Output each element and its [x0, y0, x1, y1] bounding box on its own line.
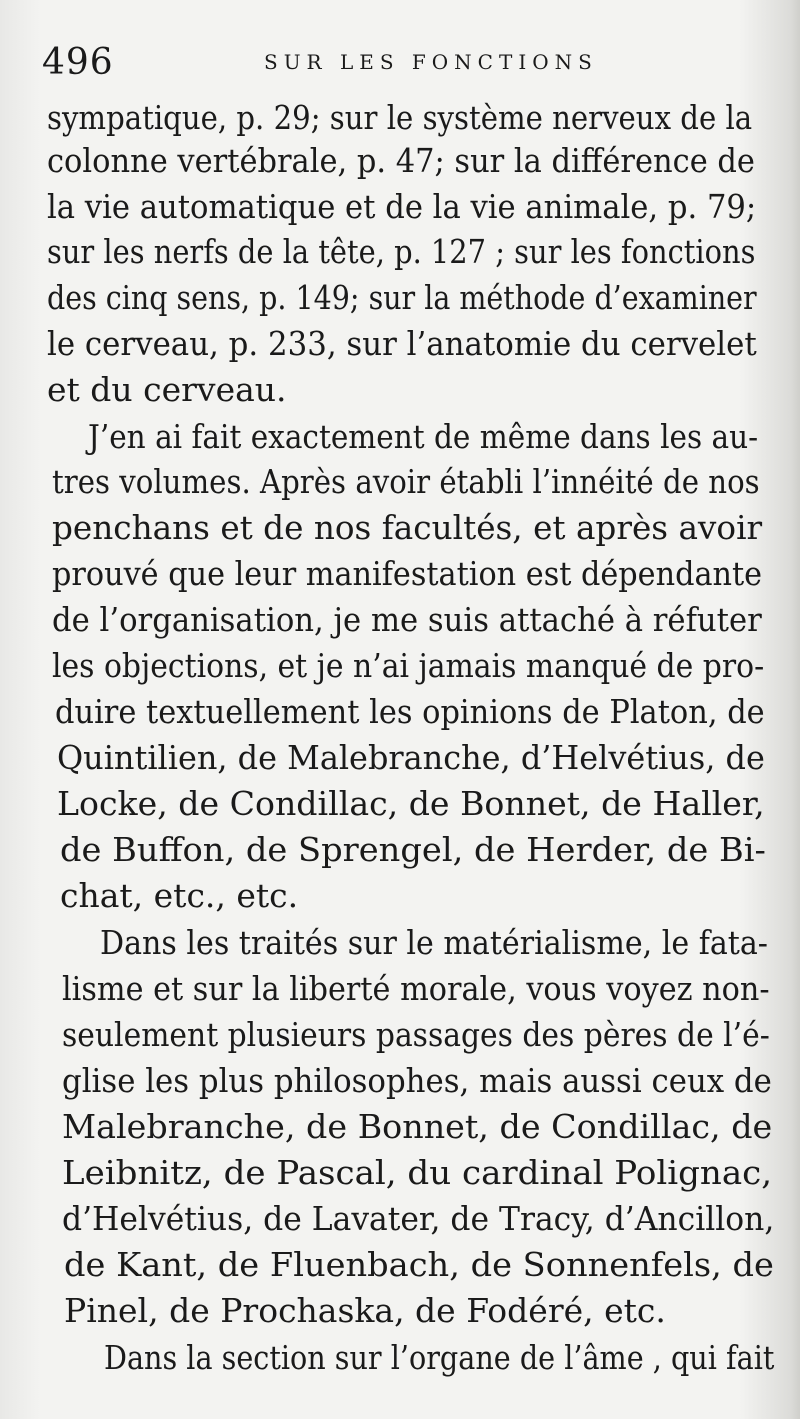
- text-line: colonne vertébrale, p. 47; sur la différence de: [47, 141, 755, 180]
- text-line: Dans les traités sur le matérialisme, le fata-: [100, 923, 768, 962]
- text-line: sur les nerfs de la tête, p. 127 ; sur les fonctions: [47, 232, 756, 271]
- text-line: la vie automatique et de la vie animale, p. 79;: [47, 187, 757, 226]
- text-line: glise les plus philosophes, mais aussi ceux de: [62, 1061, 772, 1100]
- page-header: [42, 40, 770, 90]
- text-line: lisme et sur la liberté morale, vous voyez non-: [62, 969, 770, 1008]
- text-line: de l’organisation, je me suis attaché à réfuter: [52, 600, 762, 639]
- text-line: duire textuellement les opinions de Platon, de: [55, 692, 765, 731]
- page-number: 496: [42, 42, 114, 83]
- text-line: les objections, et je n’ai jamais manqué de pro-: [52, 646, 765, 685]
- text-line: tres volumes. Après avoir établi l’innéité de nos: [52, 462, 760, 501]
- text-line: Dans la section sur l’organe de l’âme , qui fait: [104, 1338, 775, 1377]
- text-line: sympatique, p. 29; sur le système nerveux de la: [47, 98, 753, 137]
- text-line: J’en ai fait exactement de même dans les au-: [88, 417, 759, 456]
- text-line: Malebranche, de Bonnet, de Condillac, de: [62, 1107, 773, 1146]
- text-line: de Buffon, de Sprengel, de Herder, de Bi-: [60, 830, 766, 869]
- text-line: Locke, de Condillac, de Bonnet, de Haller,: [57, 784, 765, 823]
- text-line: Pinel, de Prochaska, de Fodéré, etc.: [64, 1291, 666, 1330]
- text-line: Quintilien, de Malebranche, d’Helvétius, de: [57, 738, 765, 777]
- text-line: chat, etc., etc.: [60, 876, 299, 915]
- text-line: Leibnitz, de Pascal, du cardinal Polignac,: [62, 1153, 773, 1192]
- text-line: penchans et de nos facultés, et après avoir: [52, 508, 763, 547]
- text-line: des cinq sens, p. 149; sur la méthode d’examiner: [47, 278, 757, 317]
- text-line: prouvé que leur manifestation est dépendante: [52, 554, 763, 593]
- text-line: seulement plusieurs passages des pères de l’é-: [62, 1015, 770, 1054]
- text-line: et du cerveau.: [47, 370, 287, 409]
- text-line: le cerveau, p. 233, sur l’anatomie du cervelet: [47, 324, 757, 363]
- text-line: de Kant, de Fluenbach, de Sonnenfels, de: [64, 1245, 774, 1284]
- running-head: SUR LES FONCTIONS: [264, 50, 598, 74]
- text-line: d’Helvétius, de Lavater, de Tracy, d’Ancillon,: [62, 1199, 775, 1238]
